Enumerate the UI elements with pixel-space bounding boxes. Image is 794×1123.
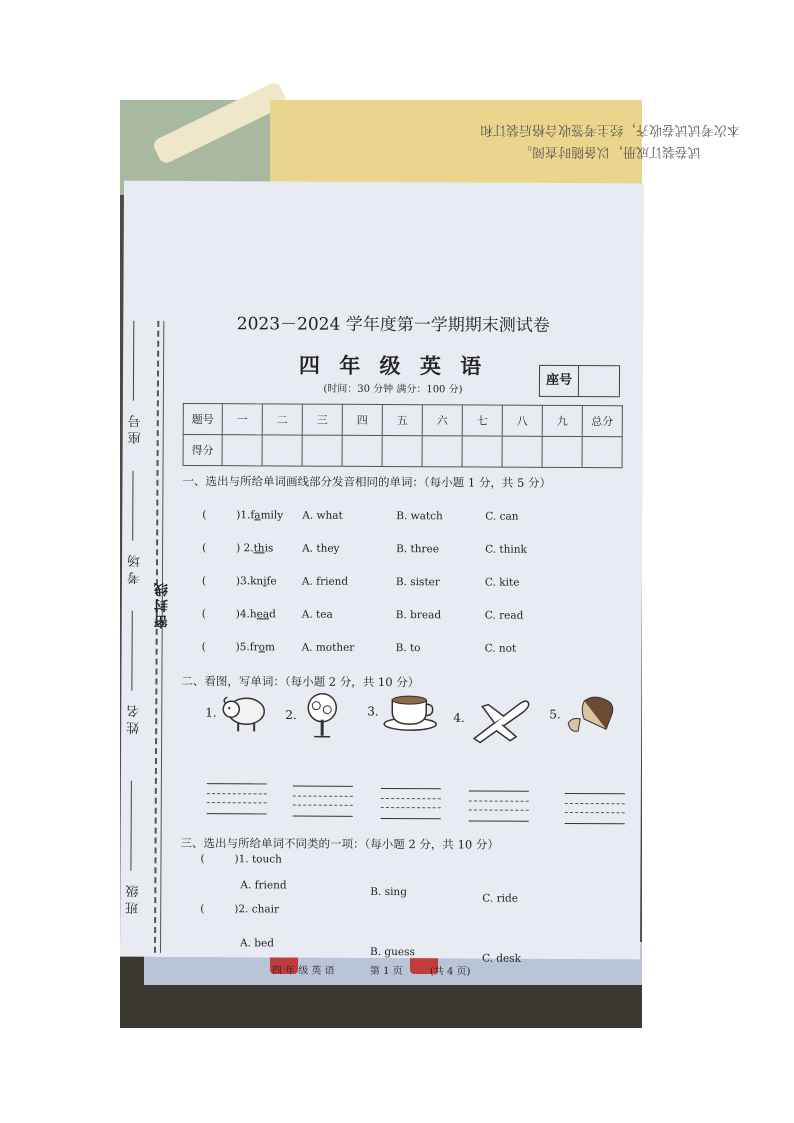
word-underlined: i <box>263 575 267 588</box>
score-input-cell[interactable] <box>542 436 582 467</box>
word-part: mily <box>260 509 284 522</box>
question-number: 2. <box>243 542 254 555</box>
question-number: 1. <box>240 509 251 522</box>
score-table-cell: 三 <box>302 404 342 435</box>
option-a[interactable]: A. they <box>302 542 340 555</box>
word-part: m <box>264 641 275 654</box>
footer-page: 第 1 页 <box>369 965 403 978</box>
score-input-cell[interactable] <box>342 435 382 466</box>
word-part: kn <box>250 575 264 588</box>
option-b[interactable]: B. bread <box>395 609 442 622</box>
option-b[interactable]: B. three <box>396 543 439 556</box>
score-table-cell: 六 <box>422 405 462 436</box>
exam-subtitle: 四 年 级 英 语 <box>298 352 488 379</box>
question-row <box>200 903 600 921</box>
picture-number: 3. <box>367 704 379 719</box>
option-c[interactable]: C. think <box>485 543 527 556</box>
teacup-icon <box>382 692 438 732</box>
question-word <box>234 903 279 915</box>
seat-box-label: 座号 <box>545 372 573 388</box>
option-row <box>200 879 600 905</box>
picture-item <box>367 692 438 732</box>
answer-bracket-close: ) <box>235 575 241 588</box>
option-row <box>200 937 600 965</box>
section-3-heading: 三、选出与所给单词不同类的一项：（每小题 2 分，共 10 分） <box>180 835 499 852</box>
question-number: 5. <box>239 641 250 654</box>
exam-info: (时间：30 分钟 满分：100 分) <box>323 383 463 396</box>
question-word-text: touch <box>251 853 282 866</box>
option-b[interactable]: B. sister <box>395 576 440 589</box>
question-word-text: chair <box>251 903 280 916</box>
answer-bracket-open[interactable]: ( <box>200 903 205 916</box>
tree-icon <box>300 692 344 740</box>
answer-bracket-open[interactable]: ( <box>201 641 206 654</box>
envelope-text-2: 本次考试试卷收齐，经主考签收合格后装订和 <box>480 122 741 137</box>
score-table <box>183 403 623 468</box>
seat-label: 座号 <box>128 410 144 445</box>
score-input-cell[interactable] <box>422 436 462 467</box>
question-row <box>202 608 602 626</box>
name-label: 姓名 <box>127 700 143 735</box>
picture-item <box>205 691 267 735</box>
question-row <box>202 641 602 659</box>
room-line <box>132 471 133 541</box>
question-word <box>236 509 283 521</box>
answer-bracket-close: ) <box>236 542 241 555</box>
seal-solid-line <box>160 321 164 953</box>
option-c[interactable]: C. read <box>484 609 524 622</box>
envelope-text <box>440 118 780 162</box>
binding-sidebar <box>120 321 173 961</box>
score-table-cell: 四 <box>342 404 382 435</box>
footer-subject: 四 年 级 英 语 <box>271 965 335 977</box>
option-b[interactable]: B. to <box>395 642 421 655</box>
question-row <box>202 509 602 527</box>
option-a[interactable]: A. mother <box>301 641 355 654</box>
question-number: 2. <box>238 903 249 916</box>
room-label: 考场 <box>127 550 144 585</box>
option-c[interactable]: C. ride <box>482 892 518 905</box>
question-word <box>236 608 276 620</box>
envelope-text-1: 试卷装订成册，以备随时查阅。 <box>519 144 702 159</box>
writing-line <box>565 823 625 824</box>
seal-line-label: 密封线 <box>153 580 170 629</box>
writing-line <box>469 800 529 801</box>
question-number: 1. <box>238 853 249 866</box>
exam-paper <box>120 181 644 978</box>
photo-frame <box>120 100 741 1028</box>
writing-line <box>207 802 267 803</box>
score-input-cell[interactable] <box>582 437 622 468</box>
picture-number: 5. <box>549 707 561 722</box>
question-word <box>236 641 275 653</box>
score-table-header: 得分 <box>183 434 222 465</box>
score-input-cell[interactable] <box>302 435 342 466</box>
sheep-icon <box>220 691 266 735</box>
writing-line <box>381 818 441 819</box>
question-word <box>236 575 277 587</box>
answer-bracket-open[interactable]: ( <box>201 575 207 588</box>
answer-bracket-close: ) <box>236 509 241 522</box>
option-b[interactable]: B. watch <box>396 510 443 523</box>
word-part: d <box>269 608 276 621</box>
score-table-cell: 八 <box>502 405 542 436</box>
option-a[interactable]: A. friend <box>301 575 349 588</box>
writing-line <box>381 798 441 799</box>
score-table-cell: 总分 <box>582 406 622 437</box>
score-table-row-scores <box>183 434 622 467</box>
writing-line <box>381 807 441 808</box>
answer-bracket-close: ) <box>235 608 240 621</box>
picture-number: 4. <box>453 710 465 725</box>
writing-line[interactable] <box>381 788 441 789</box>
option-a[interactable]: A. tea <box>301 608 333 621</box>
question-number: 4. <box>239 608 250 621</box>
question-number: 3. <box>240 575 251 588</box>
option-b[interactable]: B. sing <box>370 885 407 899</box>
picture-number: 1. <box>205 705 217 720</box>
writing-line <box>207 813 267 814</box>
picture-number: 2. <box>285 707 297 723</box>
footer-total: (共 4 页) <box>429 966 471 978</box>
seat-number-box <box>539 365 620 397</box>
answer-bracket-close: ) <box>235 641 240 654</box>
writing-line <box>207 793 267 794</box>
answer-bracket-open[interactable]: ( <box>202 509 207 522</box>
name-line <box>131 611 132 691</box>
score-table-header: 题号 <box>183 403 222 434</box>
question-word <box>236 542 273 554</box>
score-input-cell[interactable] <box>502 436 542 467</box>
airplane-icon <box>468 692 532 744</box>
word-part: is <box>264 542 274 555</box>
bread-icon <box>564 693 616 737</box>
score-input-cell[interactable] <box>382 435 422 466</box>
option-a[interactable]: A. bed <box>240 937 274 950</box>
question-row <box>200 853 600 871</box>
writing-line <box>565 812 625 813</box>
score-input-cell[interactable] <box>462 436 502 467</box>
writing-line <box>293 796 353 797</box>
writing-line <box>293 816 353 817</box>
writing-line <box>293 805 353 806</box>
section-2-heading: 二、看图，写单词：（每小题 2 分，共 10 分） <box>181 673 420 690</box>
score-table-cell: 五 <box>382 404 422 435</box>
answer-bracket-close: ) <box>234 903 239 916</box>
exam-title: 2023－2024 学年度第一学期期末测试卷 <box>236 314 550 336</box>
writing-line[interactable] <box>207 783 267 784</box>
score-input-cell[interactable] <box>262 435 302 466</box>
option-a[interactable]: A. friend <box>240 879 287 892</box>
option-a[interactable]: A. what <box>302 509 343 522</box>
question-row <box>202 542 602 560</box>
word-underlined: a <box>254 509 261 522</box>
writing-line <box>469 809 529 810</box>
seal-dashed-line <box>154 321 159 953</box>
section-1-heading: 一、选出与所给单词画线部分发音相同的单词：（每小题 1 分，共 5 分） <box>182 473 552 490</box>
answer-bracket-open[interactable]: ( <box>200 853 205 866</box>
writing-line[interactable] <box>293 786 353 787</box>
word-part: fe <box>266 575 277 588</box>
writing-line[interactable] <box>469 790 529 791</box>
score-table-cell: 一 <box>222 404 262 435</box>
option-c[interactable]: C. desk <box>481 952 522 965</box>
option-c[interactable]: C. not <box>484 642 517 655</box>
score-table-cell: 九 <box>542 405 582 436</box>
class-label: 班级 <box>126 880 142 915</box>
score-table-cell: 二 <box>262 404 302 435</box>
option-b[interactable]: B. guess <box>369 945 415 959</box>
word-underlined: o <box>258 641 265 654</box>
answer-bracket-open[interactable]: ( <box>201 608 206 621</box>
picture-item <box>285 691 345 739</box>
seat-box-field[interactable] <box>578 366 619 396</box>
score-table-cell: 七 <box>462 405 502 436</box>
word-underlined: th <box>253 542 265 555</box>
answer-bracket-open[interactable]: ( <box>202 542 207 555</box>
answer-bracket-close: ) <box>234 853 239 866</box>
word-part: fr <box>249 641 259 654</box>
picture-item <box>453 692 533 744</box>
picture-item <box>549 693 617 737</box>
writing-line <box>565 803 625 804</box>
word-underlined: ea <box>256 608 270 621</box>
option-c[interactable]: C. kite <box>484 576 520 589</box>
word-part: h <box>249 608 257 621</box>
writing-line <box>469 820 529 821</box>
word-part: f <box>250 509 255 522</box>
question-row <box>202 575 602 593</box>
writing-line[interactable] <box>565 793 625 794</box>
score-input-cell[interactable] <box>222 435 262 466</box>
class-line <box>130 781 131 871</box>
seat-line <box>133 321 134 401</box>
option-c[interactable]: C. can <box>485 510 519 523</box>
score-table-row-headers <box>183 403 622 436</box>
question-word <box>234 853 281 865</box>
